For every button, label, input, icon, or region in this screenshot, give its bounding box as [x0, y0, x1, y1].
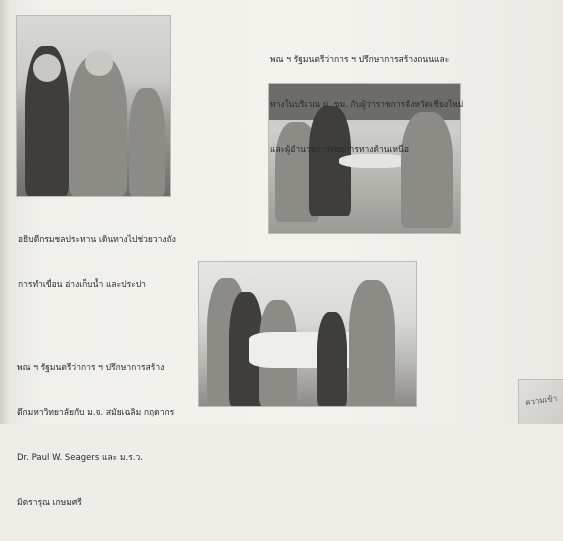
corner-mark-text: ความเข้า	[524, 393, 558, 408]
caption-line: การทำเขื่อน อ่างเก็บน้ำ และประปา	[18, 280, 146, 290]
caption-line: พณ ฯ รัฐมนตรีว่าการ ฯ ปรึกษาการสร้างถนนและ	[270, 55, 450, 65]
caption-line: มิตรารุณ เกษมศรี	[17, 498, 82, 508]
caption-line: ทางในบริเวณ ม. ชม. กับผู้ว่าราชการจังหวัดเชียงใหม่	[270, 100, 464, 110]
photo-reviewing-plans	[199, 262, 416, 406]
caption-line: อธิบดีกรมชลประทาน เดินทางไปช่วยวางถัง	[18, 235, 176, 245]
caption-top-right	[270, 23, 463, 188]
caption-line: Dr. Paul W. Seagers และ ม.ร.ว.	[17, 453, 143, 463]
caption-top-left	[18, 203, 176, 323]
caption-line: ตึกมหาวิทยาลัยกับ ม.จ. สมัยเฉลิม กฤดากร	[17, 408, 175, 418]
page-binding-edge	[0, 0, 10, 424]
caption-line: และผู้อำนวยการเขตการทางด้านเหนือ	[270, 145, 409, 155]
corner-stamp	[518, 379, 563, 424]
photo-officials-uniform	[17, 16, 170, 196]
caption-bottom-left	[17, 331, 174, 541]
caption-line: พณ ฯ รัฐมนตรีว่าการ ฯ ปรึกษาการสร้าง	[17, 363, 165, 373]
